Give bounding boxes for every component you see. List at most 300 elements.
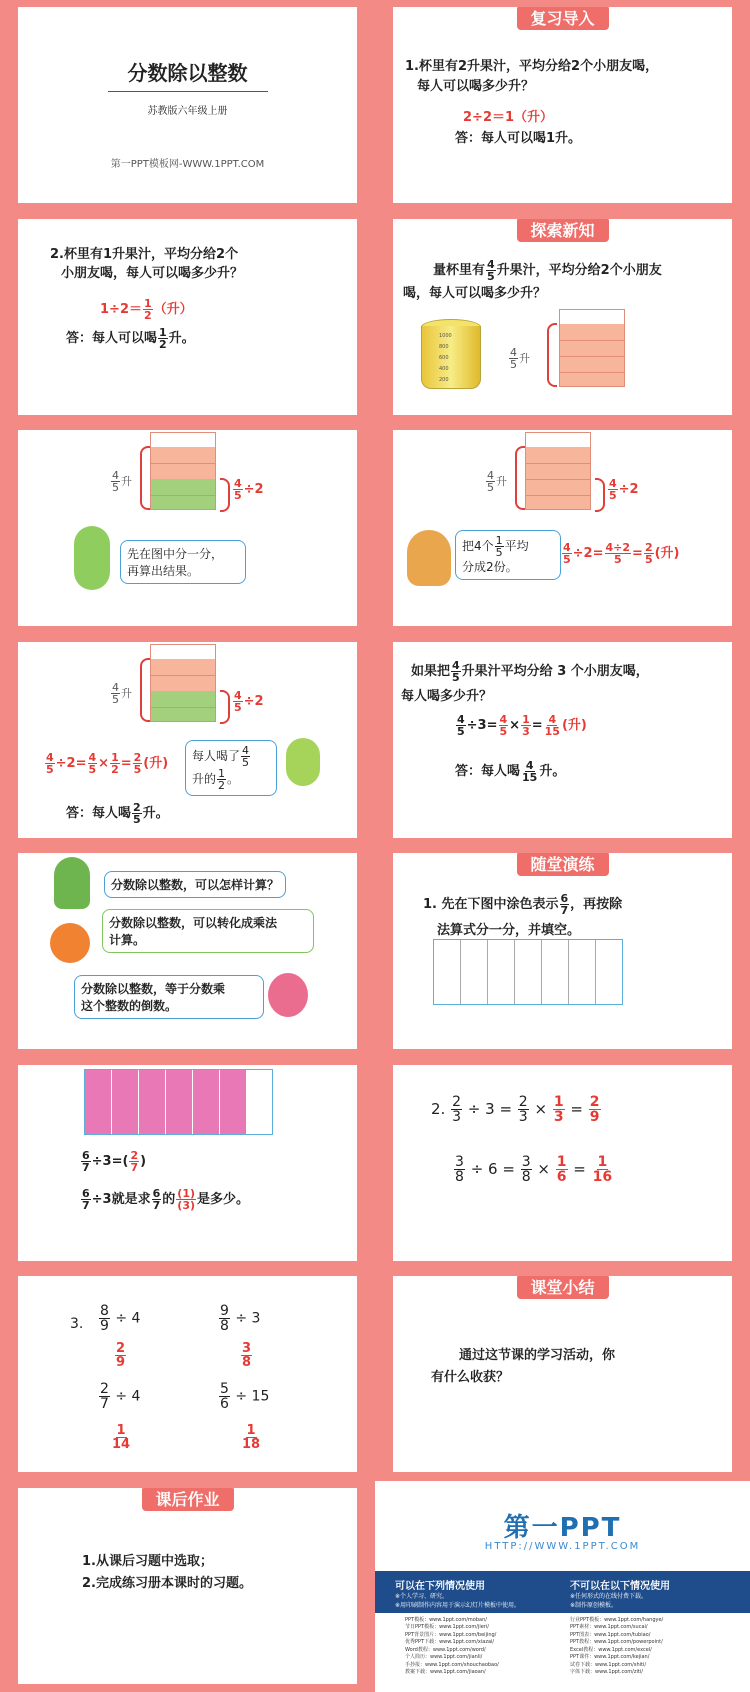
division-op: ÷2 xyxy=(243,693,264,709)
equation-op: = xyxy=(120,755,132,771)
fraction-denominator: 6 xyxy=(556,1168,567,1185)
fraction-denominator: 5 xyxy=(452,670,460,684)
usage-allowed-title: 可以在下列情况使用 xyxy=(395,1580,485,1592)
link-item[interactable]: 行业PPT模板：www.1ppt.com/hangye/ xyxy=(570,1616,664,1623)
fraction-denominator: 8 xyxy=(242,1355,252,1370)
bar-line xyxy=(151,707,215,708)
fraction-numerator: 2 xyxy=(116,1341,126,1356)
fraction-denominator: 5 xyxy=(499,724,508,738)
beaker-scale xyxy=(439,331,452,386)
line-text: 是多少。 xyxy=(197,1191,250,1207)
question-text-a: 1. 先在下图中涂色表示 xyxy=(423,897,559,912)
slide-10[interactable] xyxy=(375,846,750,1058)
link-item[interactable]: PPT模板：www.1ppt.com/moban/ xyxy=(405,1616,487,1623)
fraction-numerator: 6 xyxy=(560,892,569,905)
fraction-numerator: 1 xyxy=(597,1153,608,1170)
slide-7[interactable] xyxy=(0,635,375,847)
answer-2 xyxy=(240,1342,253,1369)
usage-forbidden-title: 不可以在以下情况使用 xyxy=(570,1580,670,1592)
equation-unit: (升) xyxy=(143,755,169,771)
speech-bubble-3 xyxy=(74,975,264,1019)
link-item[interactable]: 优秀PPT下载：www.1ppt.com/xiazai/ xyxy=(405,1639,495,1645)
bar-label xyxy=(485,470,507,493)
equation-unit: （升） xyxy=(153,301,193,317)
bubble-text-a: 把4个 xyxy=(462,539,494,553)
bubble-text: 。 xyxy=(227,771,240,786)
fraction-denominator: 15 xyxy=(544,724,560,738)
section-header: 随堂演练 xyxy=(516,853,608,876)
section-header: 复习导入 xyxy=(516,7,608,30)
fraction-numerator: 3 xyxy=(242,1341,252,1356)
answer xyxy=(66,802,169,825)
unit-label: 升 xyxy=(496,475,507,488)
fraction-denominator: 5 xyxy=(234,700,242,714)
bar-line xyxy=(151,463,215,464)
usage-panel xyxy=(375,1571,750,1692)
problem-3 xyxy=(98,1382,140,1411)
homework-line-1: 1.从课后习题中选取； xyxy=(82,1553,213,1569)
fraction-denominator: 9 xyxy=(116,1355,126,1370)
equation xyxy=(100,298,193,321)
link-item[interactable]: PPT课件：www.1ppt.com/kejian/ xyxy=(570,1654,650,1660)
question-line-1: 1.杯里有2升果汁，平均分给2个小朋友喝， xyxy=(405,59,659,74)
fraction-numerator: 1 xyxy=(553,1093,564,1110)
tomato-avatar xyxy=(50,923,90,963)
slide-3[interactable] xyxy=(0,212,375,424)
answer-3 xyxy=(110,1424,132,1451)
fraction-denominator: 7 xyxy=(82,1160,90,1174)
bubble-line-2: 计算。 xyxy=(109,933,146,947)
blank-grid xyxy=(433,939,623,1005)
fraction-denominator: 5 xyxy=(133,762,142,776)
fraction-denominator: 7 xyxy=(152,1198,161,1212)
question-text-b: ，再按除 xyxy=(570,897,623,912)
question-line-1 xyxy=(433,259,662,282)
problem-1 xyxy=(98,1304,140,1333)
link-item[interactable]: PPT背景图片：www.1ppt.com/beijing/ xyxy=(405,1631,497,1638)
fraction-denominator: 2 xyxy=(159,337,167,351)
bar-line xyxy=(560,340,624,341)
links-right xyxy=(570,1617,663,1677)
beaker-mark: 200 xyxy=(439,376,449,383)
fraction-numerator: 1 xyxy=(495,534,503,547)
fraction-denominator: 8 xyxy=(220,1318,229,1334)
paren: ) xyxy=(189,1186,195,1200)
beaker-image xyxy=(421,319,481,389)
problem-op: ÷ 4 xyxy=(115,1310,141,1327)
question-line-2: 每人可以喝多少升？ xyxy=(417,79,535,94)
equation-op: ÷ 3 = xyxy=(467,1099,513,1118)
fraction-denominator: 7 xyxy=(82,1198,90,1212)
slide-16[interactable] xyxy=(375,1481,750,1692)
answer-text: 答：每人喝 xyxy=(66,805,132,821)
link-item[interactable]: Excel教程：www.1ppt.com/excel/ xyxy=(570,1646,652,1653)
slide-12[interactable] xyxy=(375,1058,750,1270)
bar-line xyxy=(151,675,215,676)
fraction-denominator: 5 xyxy=(133,812,141,826)
slide-2[interactable] xyxy=(375,0,750,212)
equation-op: ÷ 6 = xyxy=(470,1159,515,1178)
mushroom-avatar xyxy=(407,530,451,586)
equation: $\frac{4}{5}$ ÷2= $\frac{4\div 2}{5}$ = $\frac{2}{5}$ (升) xyxy=(563,541,680,566)
fraction-numerator: 4 xyxy=(563,541,571,554)
fraction-numerator: 4 xyxy=(499,712,508,726)
fraction-numerator: 1 xyxy=(556,1153,567,1170)
fraction-numerator: 5 xyxy=(220,1381,229,1397)
line-text: ÷3就是求 xyxy=(91,1191,151,1207)
fraction-numerator: 4 xyxy=(46,750,54,764)
fraction-numerator: 2 xyxy=(100,1381,109,1397)
fraction-denominator: 3 xyxy=(553,1108,564,1125)
equation-op: = xyxy=(531,717,543,733)
fill-line-1 xyxy=(80,1150,146,1173)
speech-bubble-2 xyxy=(102,909,314,953)
bar-fill-bottom xyxy=(151,691,215,721)
speech-bubble xyxy=(455,530,561,580)
fraction-numerator: 2 xyxy=(589,1093,600,1110)
equation-op: = xyxy=(573,1159,586,1178)
question-line-1: 2.杯里有1升果汁，平均分给2个 xyxy=(50,246,239,262)
bar-label xyxy=(110,470,132,493)
division-label xyxy=(607,478,639,501)
measure-bar xyxy=(150,644,216,722)
answer-unit: 升。 xyxy=(168,330,195,346)
fraction-denominator: 15 xyxy=(522,770,538,784)
equation-op: × xyxy=(509,717,521,733)
unit-label: 升 xyxy=(121,475,132,488)
fraction-numerator: 3 xyxy=(455,1153,464,1170)
equation: 2÷2＝1（升） xyxy=(463,110,554,125)
link-item[interactable]: PPT素材：www.1ppt.com/sucai/ xyxy=(570,1624,648,1630)
brace xyxy=(547,323,557,387)
brand-logo: 第一PPT xyxy=(503,1512,622,1543)
question-text-a: 量杯里有 xyxy=(433,262,486,278)
question-text-a: 如果把 xyxy=(411,663,451,679)
speech-bubble xyxy=(120,540,246,584)
fraction-denominator: 5 xyxy=(609,489,617,502)
link-item[interactable]: PPT图表：www.1ppt.com/tubiao/ xyxy=(570,1631,651,1638)
question-line-2: 喝，每人可以喝多少升？ xyxy=(403,285,547,301)
title-divider xyxy=(108,91,268,92)
fraction-denominator: 7 xyxy=(560,904,569,917)
brand-url: HTTP://WWW.1PPT.COM xyxy=(484,1540,641,1552)
answer-text: 答：每人喝 xyxy=(455,763,521,779)
link-item[interactable]: 教案下载：www.1ppt.com/jiaoan/ xyxy=(405,1669,486,1675)
fraction-numerator: 1 xyxy=(143,296,152,310)
fraction-numerator: 4 xyxy=(548,712,557,726)
homework-line-2: 2.完成练习册本课时的习题。 xyxy=(82,1575,252,1591)
fraction-denominator: 3 xyxy=(518,1108,528,1125)
bubble-line-2: 再算出结果。 xyxy=(127,564,200,578)
fraction-numerator: 2 xyxy=(518,1093,528,1110)
exercise-row-1 xyxy=(431,1095,602,1124)
answer-4 xyxy=(240,1424,262,1451)
logo-area xyxy=(375,1481,750,1571)
fraction-numerator: 4 xyxy=(487,257,495,271)
beaker-mark: 800 xyxy=(439,343,449,350)
fraction-denominator: 6 xyxy=(220,1396,229,1412)
question-text-b: 升果汁，平均分给2个小朋友 xyxy=(496,262,662,278)
equation-unit: (升) xyxy=(561,717,587,733)
slide-5[interactable] xyxy=(0,423,375,635)
question-text-b: 升果汁平均分给 3 个小朋友喝， xyxy=(461,663,649,679)
usage-allowed-2: ※用印刷制作内容用于演示幻灯片模板中使用。 xyxy=(395,1601,521,1609)
bubble-line-2 xyxy=(192,768,270,791)
fraction-denominator: 5 xyxy=(613,553,622,566)
line-text: ) xyxy=(140,1153,147,1169)
links-area xyxy=(375,1613,750,1692)
fraction-denominator: 2 xyxy=(218,778,226,792)
bar-line xyxy=(151,495,215,496)
fraction-denominator: 9 xyxy=(589,1108,600,1125)
summary-line-2: 有什么收获？ xyxy=(431,1370,510,1385)
bar-fill xyxy=(560,324,624,386)
link-item[interactable]: PPT教程：www.1ppt.com/powerpoint/ xyxy=(570,1639,663,1645)
line-text: ÷3=( xyxy=(91,1153,129,1169)
usage-forbidden-2: ※制作原创模板。 xyxy=(570,1601,618,1609)
fill-line-2 xyxy=(80,1188,249,1211)
section-header: 课堂小结 xyxy=(516,1276,608,1299)
fraction-denominator: 5 xyxy=(495,546,503,559)
question-line-1 xyxy=(411,660,649,683)
slide-title: 分数除以整数 xyxy=(127,61,248,85)
value: 1 xyxy=(182,1186,190,1200)
fraction-numerator: 4 xyxy=(242,743,250,757)
fraction-denominator: 8 xyxy=(521,1168,531,1185)
equation-op: × xyxy=(98,755,110,771)
equation-lhs: 1÷2＝ xyxy=(100,301,142,317)
bar-line xyxy=(526,479,590,480)
equation-op: ÷2= xyxy=(55,755,87,771)
link-item[interactable]: 试卷下载：www.1ppt.com/shiti/ xyxy=(570,1661,647,1668)
unit-label: 升 xyxy=(121,686,132,700)
usage-forbidden-1: ※任何形式的在线付费下载。 xyxy=(570,1592,648,1600)
fraction-denominator: 5 xyxy=(644,553,653,566)
fraction-numerator: 4 xyxy=(234,688,242,702)
fraction-numerator: 3 xyxy=(521,1153,531,1170)
fraction-numerator: 2 xyxy=(130,1148,139,1162)
answer-1 xyxy=(114,1342,127,1369)
equation-op: × xyxy=(537,1159,550,1178)
division-label xyxy=(232,690,264,713)
bar-fill-bottom xyxy=(151,479,215,509)
equation-op: × xyxy=(534,1099,548,1118)
fraction-numerator: 9 xyxy=(220,1303,229,1319)
slide-11[interactable] xyxy=(0,1058,375,1270)
fraction-denominator: 9 xyxy=(100,1318,109,1334)
fraction-numerator: 4 xyxy=(112,469,119,482)
bar-line xyxy=(560,356,624,357)
bubble-text: 升的 xyxy=(192,771,217,786)
links-left xyxy=(405,1617,499,1677)
fraction-numerator: 4 xyxy=(609,477,617,490)
bar-line xyxy=(526,463,590,464)
fraction-numerator: 1 xyxy=(116,1423,126,1438)
link-item[interactable]: Word教程：www.1ppt.com/word/ xyxy=(405,1646,486,1653)
fraction-denominator: 7 xyxy=(100,1396,109,1412)
answer-text: 答：每人可以喝 xyxy=(66,330,158,346)
fraction-denominator: 5 xyxy=(88,762,97,776)
fraction-denominator: 7 xyxy=(130,1160,139,1174)
fraction-numerator: 6 xyxy=(82,1186,90,1200)
division-label xyxy=(232,478,264,501)
bar-line xyxy=(560,372,624,373)
question-line-1 xyxy=(423,893,622,916)
brace xyxy=(515,446,525,510)
speech-bubble-1: 分数除以整数，可以怎样计算？ xyxy=(104,871,286,898)
paren: ( xyxy=(177,1186,183,1200)
division-op: ÷2 xyxy=(243,482,264,497)
fraction-numerator: 1 xyxy=(159,325,167,339)
problem-op: ÷ 4 xyxy=(115,1388,141,1405)
bubble-line-2: 分成2份。 xyxy=(462,560,518,574)
bar-line xyxy=(526,495,590,496)
slide-14[interactable] xyxy=(375,1269,750,1481)
fraction-numerator: 1 xyxy=(522,712,530,726)
fraction-numerator: 6 xyxy=(82,1148,90,1162)
brace xyxy=(140,446,150,510)
fraction-numerator: 4÷2 xyxy=(605,541,631,554)
question-line-2: 法算式分一分，并填空。 xyxy=(437,923,581,938)
problem-4 xyxy=(218,1382,269,1411)
fraction-denominator: 5 xyxy=(457,724,465,738)
usage-allowed-1: ※个人学习、研究。 xyxy=(395,1592,449,1600)
fraction-denominator: 2 xyxy=(143,308,152,322)
bubble-text-b: 平均 xyxy=(504,539,529,553)
slide-15[interactable] xyxy=(0,1481,375,1692)
brace-small xyxy=(220,690,230,724)
question-line-2: 小朋友喝，每人可以喝多少升？ xyxy=(61,265,244,281)
fraction-denominator: 5 xyxy=(510,357,517,371)
bar-label xyxy=(110,682,132,705)
fraction-denominator: 18 xyxy=(242,1437,261,1452)
fraction-numerator: 4 xyxy=(452,658,460,672)
slide-13[interactable] xyxy=(0,1269,375,1481)
equation-op: = xyxy=(570,1099,583,1118)
fraction-numerator: 4 xyxy=(234,477,242,490)
fraction-numerator: 1 xyxy=(218,766,226,780)
fraction-numerator: 2 xyxy=(133,800,141,814)
radish-avatar xyxy=(268,973,308,1017)
equation xyxy=(455,714,587,737)
value: 3 xyxy=(182,1198,190,1212)
fraction-denominator: 3 xyxy=(522,724,530,738)
fraction-numerator: 4 xyxy=(88,750,97,764)
bar-label xyxy=(508,347,530,370)
beaker-mark: 600 xyxy=(439,354,449,361)
answer: 答：每人可以喝1升。 xyxy=(455,131,582,146)
bubble-line-2: 这个整数的倒数。 xyxy=(81,999,178,1013)
measure-bar xyxy=(559,309,625,387)
slide-8[interactable] xyxy=(375,635,750,847)
link-item[interactable]: 节日PPT模板：www.1ppt.com/jieri/ xyxy=(405,1624,489,1630)
fraction-numerator: 8 xyxy=(100,1303,109,1319)
fraction-numerator: 1 xyxy=(111,750,119,764)
problem-2 xyxy=(218,1304,260,1333)
fraction-denominator: 5 xyxy=(112,481,119,494)
equation-op: ÷3= xyxy=(466,717,498,733)
fraction-denominator: 5 xyxy=(487,481,494,494)
bar-fill xyxy=(526,447,590,509)
fraction-numerator: 4 xyxy=(112,680,119,694)
beaker-mark: 1000 xyxy=(439,332,452,339)
problem-op: ÷ 3 xyxy=(235,1310,261,1327)
fraction-numerator: 4 xyxy=(487,469,494,482)
link-item[interactable]: 手抄报：www.1ppt.com/shouchaobao/ xyxy=(405,1661,499,1668)
answer xyxy=(66,327,195,350)
shaded-grid xyxy=(84,1069,273,1135)
slide-4[interactable] xyxy=(375,212,750,424)
bubble-text: 每人喝了 xyxy=(192,748,241,763)
beaker-mark: 400 xyxy=(439,365,449,372)
equation-op: ÷2= xyxy=(572,546,604,561)
fraction-denominator: 3 xyxy=(452,1108,462,1125)
slide-1[interactable] xyxy=(0,0,375,212)
problem-op: ÷ 15 xyxy=(235,1388,270,1405)
unit-label: 升 xyxy=(519,351,530,365)
bubble-line-1: 分数除以整数，等于分数乘 xyxy=(81,982,226,996)
summary-line-1: 通过这节课的学习活动，你 xyxy=(459,1348,616,1363)
slide-9[interactable] xyxy=(0,846,375,1058)
slide-6[interactable] xyxy=(375,423,750,635)
answer xyxy=(455,760,565,783)
section-header: 探索新知 xyxy=(516,219,608,242)
fraction-denominator xyxy=(176,1200,196,1211)
speech-bubble xyxy=(185,740,277,796)
brace xyxy=(140,658,150,722)
exercise-row-2 xyxy=(453,1155,614,1184)
question-line-2: 每人喝多少升？ xyxy=(401,688,493,704)
bubble-line-1: 先在图中分一分， xyxy=(127,547,224,561)
fraction-denominator: 5 xyxy=(487,269,495,283)
division-op: ÷2 xyxy=(618,482,639,497)
broccoli-avatar xyxy=(54,857,90,909)
fraction-denominator: 14 xyxy=(112,1437,131,1452)
fraction-denominator: 16 xyxy=(592,1168,613,1185)
equation-unit: (升) xyxy=(654,546,680,561)
answer-unit: 升。 xyxy=(539,763,566,779)
paren: ( xyxy=(177,1198,183,1212)
link-item[interactable]: 字体下载：www.1ppt.com/ziti/ xyxy=(570,1669,643,1675)
fraction-numerator: 2 xyxy=(644,541,653,554)
brace-small xyxy=(220,478,230,512)
slide-subtitle: 苏教版六年级上册 xyxy=(147,106,228,117)
bubble-line-1 xyxy=(192,745,270,768)
link-item[interactable]: 个人简历：www.1ppt.com/jianli/ xyxy=(405,1654,483,1660)
character-avatar xyxy=(74,526,110,590)
slide-footer: 第一PPT模板网-WWW.1PPT.COM xyxy=(110,159,265,170)
exercise-number: 3. xyxy=(70,1316,84,1332)
fraction-denominator: 5 xyxy=(46,762,54,776)
fraction-numerator: 4 xyxy=(510,345,517,359)
fraction-denominator: 5 xyxy=(563,553,571,566)
fraction-numerator: 2 xyxy=(133,750,142,764)
paren: ) xyxy=(189,1198,195,1212)
fraction-numerator: 1 xyxy=(246,1423,256,1438)
fraction-denominator: 5 xyxy=(242,755,250,769)
measure-bar xyxy=(150,432,216,510)
bean-avatar xyxy=(286,738,320,786)
bubble-line-1: 分数除以整数，可以转化成乘法 xyxy=(109,916,278,930)
brace-small xyxy=(595,478,605,512)
fraction-denominator: 8 xyxy=(455,1168,464,1185)
section-header: 课后作业 xyxy=(141,1488,233,1511)
answer-unit: 升。 xyxy=(142,805,169,821)
exercise-number: 2. xyxy=(431,1099,446,1118)
fraction-denominator: 5 xyxy=(234,489,242,502)
bubble-line-1 xyxy=(462,535,554,558)
fraction-numerator: 6 xyxy=(152,1186,161,1200)
